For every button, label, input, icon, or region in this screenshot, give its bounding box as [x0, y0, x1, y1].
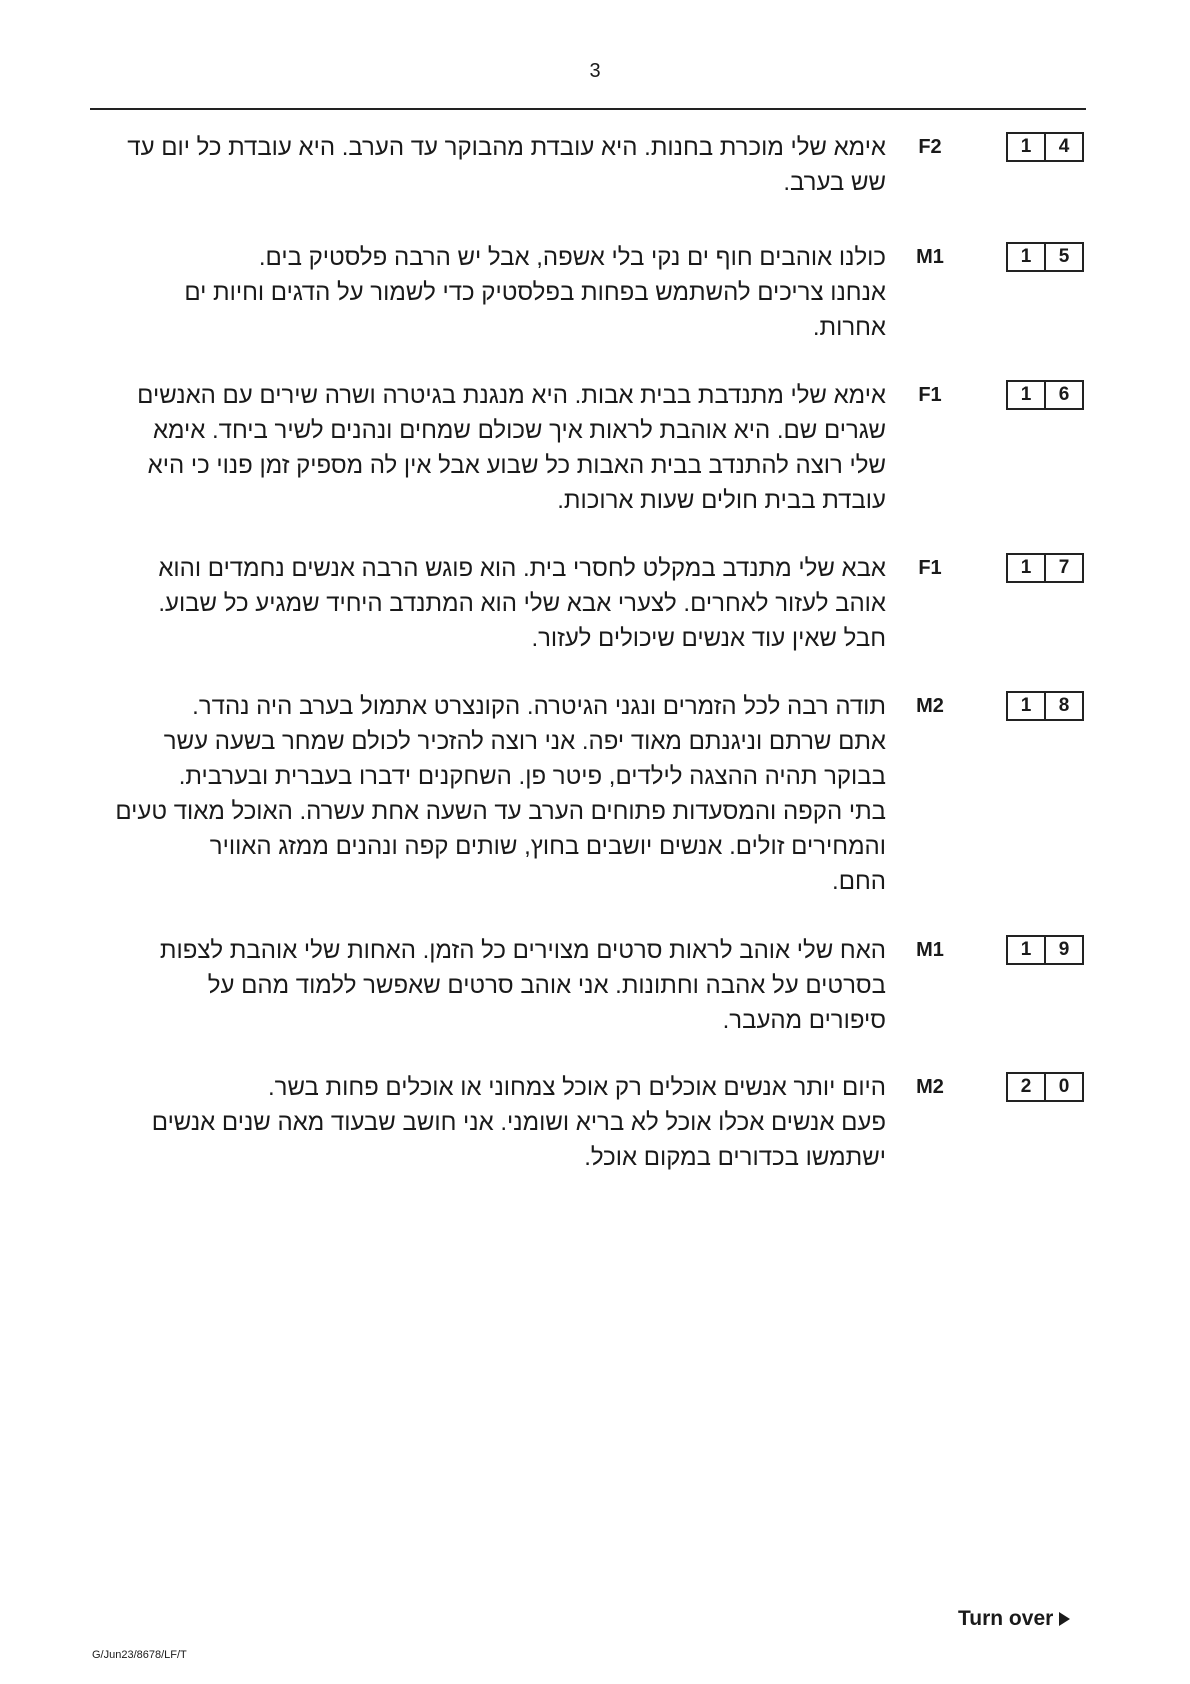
question-number-box	[1006, 132, 1084, 162]
question-number-digit: 9	[1044, 937, 1082, 963]
transcript-line: החם.	[832, 868, 886, 895]
transcript-line: האח שלי אוהב לראות סרטים מצוירים כל הזמן. האחות שלי אוהבת לצפות	[159, 937, 886, 964]
right-triangle-icon	[1059, 1612, 1070, 1626]
speaker-label: F1	[918, 384, 942, 406]
question-number-digit: 8	[1044, 693, 1082, 719]
question-number-digit: 1	[1020, 384, 1032, 405]
question-number-digit: 5	[1044, 244, 1082, 270]
transcript-text	[88, 240, 886, 345]
transcript-line: פעם אנשים אכלו אוכל לא בריא ושומני. אני חושב שבעוד מאה שנים אנשים	[151, 1109, 886, 1136]
transcript-line: כולנו אוהבים חוף ים נקי בלי אשפה, אבל יש הרבה פלסטיק בים.	[258, 244, 886, 271]
header-rule	[90, 108, 1086, 110]
speaker-label: F2	[918, 136, 942, 158]
transcript-line: שש בערב.	[783, 169, 886, 196]
transcript-text	[88, 933, 886, 1038]
transcript-line: סיפורים מהעבר.	[722, 1007, 886, 1034]
transcript-line: אימא שלי מתנדבת בבית אבות. היא מנגנת בגיטרה ושרה שירים עם האנשים	[137, 382, 886, 409]
transcript-line: אתם שרתם וניגנתם מאוד יפה. אני רוצה להזכיר לכולם שמחר בשעה עשר	[163, 728, 886, 755]
question-number-digit: 1	[1020, 557, 1032, 578]
question-number-digit: 7	[1044, 555, 1082, 581]
question-number-box	[1006, 380, 1084, 410]
transcript-line: אנחנו צריכים להשתמש בפחות בפלסטיק כדי לשמור על הדגים וחיות ים	[184, 279, 886, 306]
question-number-box	[1006, 935, 1084, 965]
transcript-line: שגרים שם. היא אוהבת לראות איך שכולם שמחים ונהנים לשיר ביחד. אימא	[152, 417, 886, 444]
transcript-line: היום יותר אנשים אוכלים רק אוכל צמחוני או אוכלים פחות בשר.	[267, 1074, 886, 1101]
question-number-digit: 1	[1020, 695, 1032, 716]
speaker-label: F1	[918, 557, 942, 579]
transcript-text	[88, 689, 886, 899]
transcript-line: בבוקר תהיה ההצגה לילדים, פיטר פן. השחקנים ידברו בעברית ובערבית.	[178, 763, 886, 790]
speaker-label: M1	[916, 246, 944, 268]
speaker-label: M1	[916, 939, 944, 961]
transcript-line: שלי רוצה להתנדב בבית האבות כל שבוע אבל אין לה מספיק זמן פנוי כי היא	[147, 452, 886, 479]
transcript-line: אימא שלי מוכרת בחנות. היא עובדת מהבוקר עד הערב. היא עובדת כל יום עד	[127, 134, 886, 161]
transcript-line: חבל שאין עוד אנשים שיכולים לעזור.	[531, 625, 886, 652]
question-number-digit: 1	[1020, 136, 1032, 157]
transcript-text	[88, 130, 886, 200]
transcript-line: אבא שלי מתנדב במקלט לחסרי בית. הוא פוגש הרבה אנשים נחמדים והוא	[158, 555, 886, 582]
transcript-text	[88, 551, 886, 656]
transcript-line: תודה רבה לכל הזמרים ונגני הגיטרה. הקונצרט אתמול בערב היה נהדר.	[192, 693, 886, 720]
transcript-line: בתי הקפה והמסעדות פתוחים הערב עד השעה אחת עשרה. האוכל מאוד טעים	[115, 798, 886, 825]
transcript-line: עובדת בבית חולים שעות ארוכות.	[557, 487, 886, 514]
page-number: 3	[589, 60, 601, 82]
question-number-digit: 0	[1044, 1074, 1082, 1100]
question-number-digit: 4	[1044, 134, 1082, 160]
transcript-line: והמחירים זולים. אנשים יושבים בחוץ, שותים קפה ונהנים ממזג האוויר	[209, 833, 886, 860]
question-number-box	[1006, 553, 1084, 583]
question-number-box	[1006, 1072, 1084, 1102]
question-number-digit: 6	[1044, 382, 1082, 408]
transcript-line: ישתמשו בכדורים במקום אוכל.	[584, 1144, 886, 1171]
transcript-text	[88, 378, 886, 518]
question-number-digit: 1	[1020, 939, 1032, 960]
document-code: G/Jun23/8678/LF/T	[92, 1649, 187, 1661]
turn-over-label	[958, 1607, 1070, 1631]
transcript-line: אחרות.	[812, 314, 886, 341]
question-number-box	[1006, 691, 1084, 721]
transcript-line: אוהב לעזור לאחרים. לצערי אבא שלי הוא המתנדב היחיד שמגיע כל שבוע.	[158, 590, 886, 617]
question-number-digit: 1	[1020, 246, 1032, 267]
question-number-digit: 2	[1020, 1076, 1032, 1097]
transcript-line: בסרטים על אהבה וחתונות. אני אוהב סרטים שאפשר ללמוד מהם על	[207, 972, 886, 999]
speaker-label: M2	[916, 1076, 944, 1098]
turn-over-text: Turn over	[958, 1607, 1054, 1630]
question-number-box	[1006, 242, 1084, 272]
speaker-label: M2	[916, 695, 944, 717]
transcript-text	[88, 1070, 886, 1175]
